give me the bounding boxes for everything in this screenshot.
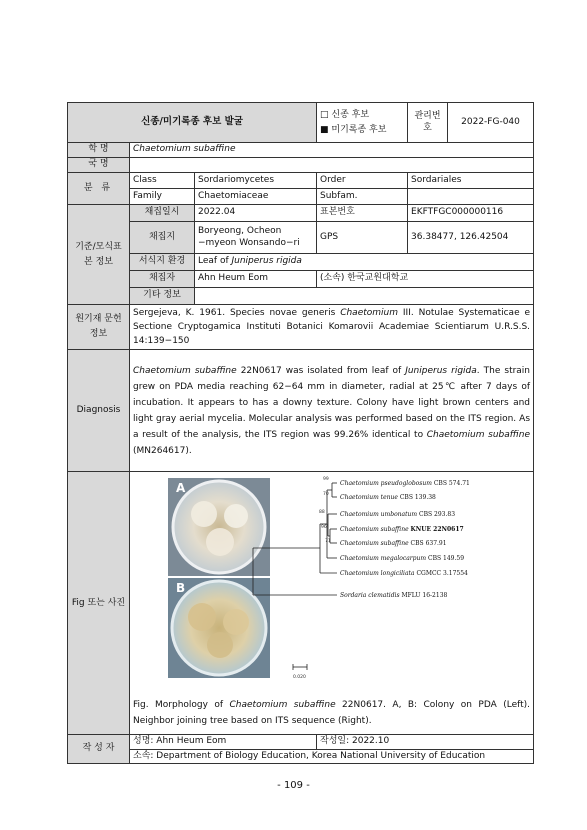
bootstrap-value: 70 <box>323 492 329 497</box>
collection-site-value: Boryeong, Ocheon −myeon Wonsando−ri <box>195 222 317 254</box>
collector-value: Ahn Heum Eom <box>195 271 317 288</box>
gps-label: GPS <box>317 222 408 254</box>
colony-photo-b <box>168 578 270 678</box>
habitat-host-species: Juniperus rigida <box>231 256 302 267</box>
caption-species: Chaetomium subaffine <box>229 700 336 710</box>
specimen-info-label: 기준/모식표본 정보 <box>68 205 130 305</box>
option-new-species: □ 신종 후보 <box>320 109 370 120</box>
tree-taxon: Chaetomium longiciliata CGMCC 3.17554 <box>340 570 468 577</box>
management-number-label: 관리번호 <box>408 103 448 143</box>
other-info-value <box>195 288 534 305</box>
tree-taxon: Chaetomium pseudoglobosum CBS 574.71 <box>340 480 470 487</box>
bootstrap-value: 99 <box>323 477 329 482</box>
gps-value: 36.38477, 126.42504 <box>408 222 534 254</box>
panel-b-label: B <box>176 581 186 595</box>
diagnosis-species-1: Chaetomium subaffine <box>133 365 237 376</box>
collection-date-label: 채집일시 <box>130 205 195 222</box>
figure-caption <box>133 697 530 729</box>
tree-taxon: Chaetomium subaffine CBS 637.91 <box>340 540 447 547</box>
diagnosis-text-1: 22N0617 was isolated from leaf of <box>236 365 406 376</box>
author-affiliation: 소속: Department of Biology Education, Korea National University of Education <box>130 749 534 764</box>
tree-scale-label: 0.020 <box>293 675 306 680</box>
tree-taxon: Chaetomium megalocarpum CBS 149.59 <box>340 555 465 562</box>
reference-text-1: Sergejeva, K. 1961. Species novae generis <box>133 308 341 318</box>
order-label: Order <box>317 173 408 189</box>
family-value: Chaetomiaceae <box>195 189 317 205</box>
class-value: Sordariomycetes <box>195 173 317 189</box>
tree-taxon-outgroup: Sordaria clematidis MFLU 16-2138 <box>340 592 448 599</box>
bootstrap-value: 96 <box>321 525 327 530</box>
figure-cell <box>130 472 534 735</box>
specimen-number-value: EKFTFGC000000116 <box>408 205 534 222</box>
author-label: 작 성 자 <box>68 735 130 764</box>
diagnosis-label: Diagnosis <box>68 350 130 472</box>
diagnosis-text-2: . The strain grew on PDA media reaching 62−64 mm in diameter, radial at 25℃ after 7 days of incubation. It appears to has a downy texture. Colony have light brown centers and light gray aerial mycelia. Molecular analysis was performed based on the ITS region. As a result of the analysis, the ITS region was 99.26% identical to <box>133 365 531 440</box>
figure-label: Fig 또는 사진 <box>68 472 130 735</box>
reference-genus: Chaetomium <box>340 308 399 318</box>
collector-label: 채집자 <box>130 271 195 288</box>
diagnosis-text-3: (MN264617). <box>133 445 192 456</box>
diagnosis-host-species: Juniperus rigida <box>405 365 477 376</box>
figure-graphic <box>130 472 530 694</box>
korean-name-label: 국 명 <box>68 158 130 173</box>
habitat-prefix: Leaf of <box>198 256 232 267</box>
korean-name-value <box>130 158 534 173</box>
reference-text-2: III. Notulae Systematicae e Sectione Cryptogamica Instituti Botanici Komarovii Academiae Scientiarum U.R.S.S. 14:139−150 <box>133 308 531 346</box>
page-number: - 109 - <box>277 780 310 791</box>
collection-site-label: 채집지 <box>130 222 195 254</box>
caption-text-1: Fig. Morphology of <box>133 700 230 710</box>
collector-affiliation: (소속) 한국교원대학교 <box>317 271 534 288</box>
tree-taxon-query: Chaetomium subaffine KNUE 22N0617 <box>340 526 464 533</box>
scientific-name-label: 학 명 <box>68 143 130 158</box>
author-name: 성명: Ahn Heum Eom <box>130 735 317 750</box>
subfamily-value <box>408 189 534 205</box>
diagnosis-species-2: Chaetomium subaffine <box>426 429 531 440</box>
bootstrap-value: 71 <box>325 539 331 544</box>
taxonomy-label: 분 류 <box>68 173 130 205</box>
colony-photo-a <box>168 478 270 576</box>
family-label: Family <box>130 189 195 205</box>
scientific-name-value: Chaetomium subaffine <box>130 143 534 158</box>
form-title: 신종/미기록종 후보 발굴 <box>68 103 317 143</box>
candidate-form-table <box>67 102 534 764</box>
class-label: Class <box>130 173 195 189</box>
candidate-type-options <box>317 103 408 143</box>
bootstrap-value: 88 <box>319 510 325 515</box>
subfamily-label: Subfam. <box>317 189 408 205</box>
panel-a-label: A <box>176 481 186 495</box>
diagnosis-text <box>130 350 534 472</box>
tree-taxon: Chaetomium tenue CBS 139.38 <box>340 494 436 501</box>
order-value: Sordariales <box>408 173 534 189</box>
collection-date-value: 2022.04 <box>195 205 317 222</box>
option-unrecorded-species: ■ 미기록종 후보 <box>320 124 387 135</box>
original-reference-value <box>130 305 534 350</box>
other-info-label: 기타 정보 <box>130 288 195 305</box>
tree-taxon: Chaetomium umbonatum CBS 293.83 <box>340 511 456 518</box>
management-number-value: 2022-FG-040 <box>448 103 534 143</box>
caption-text-2: 22N0617. A, B: Colony on PDA (Left). Neighbor joining tree based on ITS sequence (Right). <box>133 700 531 726</box>
specimen-number-label: 표본번호 <box>317 205 408 222</box>
author-date: 작성일: 2022.10 <box>317 735 534 750</box>
habitat-label: 서식지 환경 <box>130 254 195 271</box>
original-reference-label: 원기재 문헌 정보 <box>68 305 130 350</box>
habitat-value <box>195 254 534 271</box>
